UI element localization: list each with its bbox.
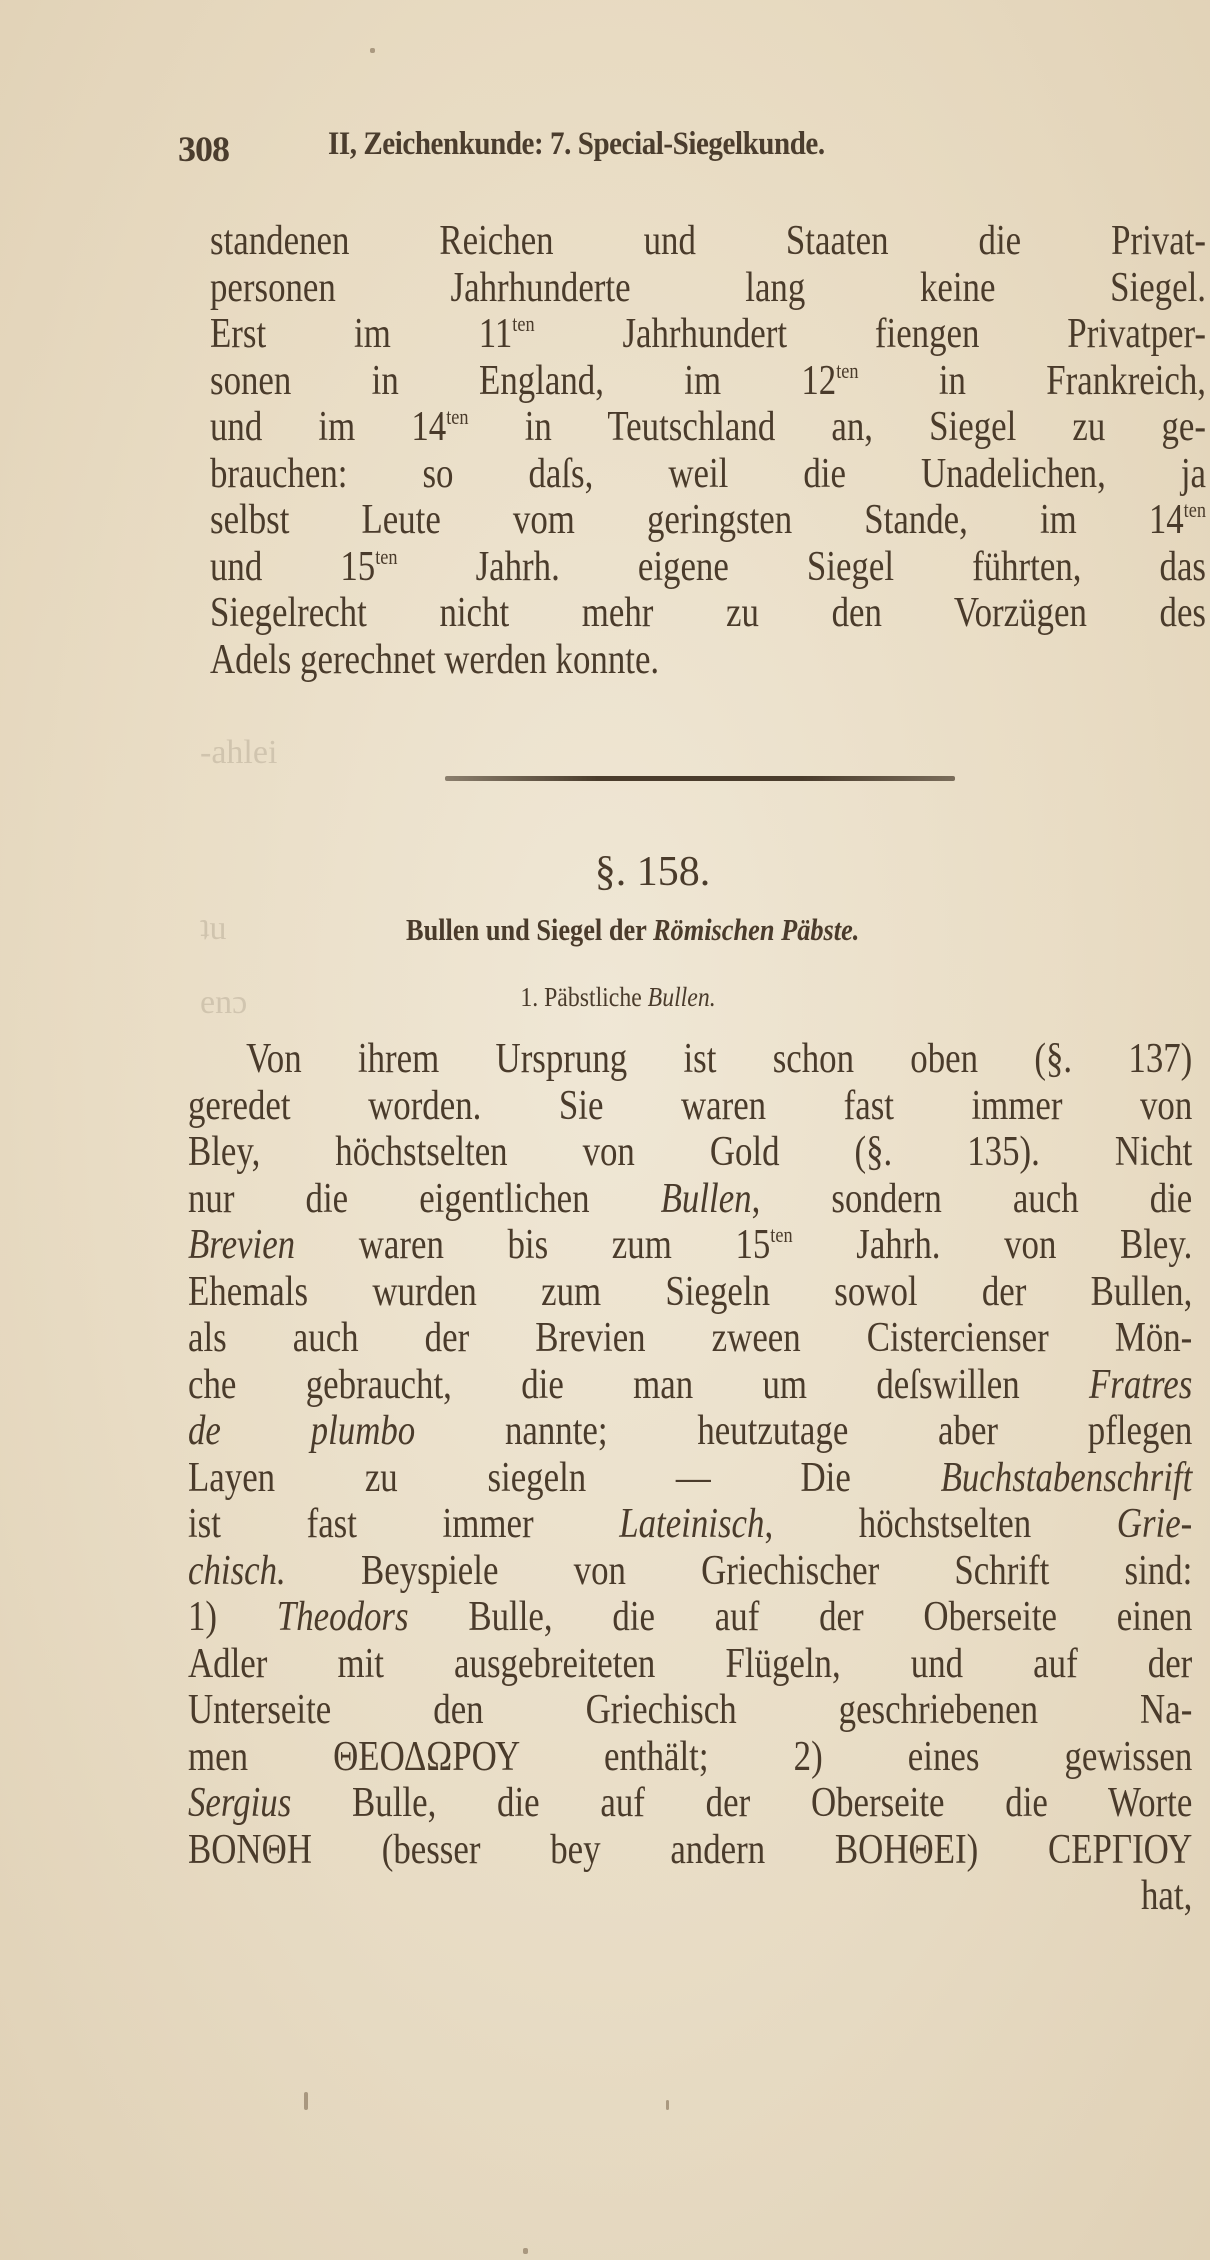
text-line: als auch der Brevien zween Cistercienser Mön- xyxy=(188,1315,1193,1361)
catchword: hat, xyxy=(1140,1873,1193,1919)
text-line: Unterseite den Griechisch geschriebenen Na- xyxy=(188,1687,1193,1733)
running-head-title: II, Zeichenkunde: 7. Special-Siegelkunde. xyxy=(328,126,825,162)
text-line: und im $14^{ten}$ in Teutschland an, Siegel zu ge- xyxy=(210,404,1206,450)
paper-speck xyxy=(666,2100,669,2110)
text-line: Sergius Bulle, die auf der Oberseite die Worte xyxy=(188,1780,1193,1826)
text-line: che gebraucht, die man um deſswillen Fratres xyxy=(188,1361,1193,1408)
text-line: Brevien waren bis zum $15^{ten}$ Jahrh. von Bley. xyxy=(188,1222,1193,1268)
text-line: nur die eigentlichen Bullen, sondern auch die xyxy=(188,1175,1193,1222)
show-through-text: ʇu xyxy=(200,910,227,947)
section-divider xyxy=(445,776,955,781)
text-line: Von ihrem Ursprung ist schon oben (§. 137) xyxy=(246,1036,1193,1082)
text-line: 1) Theodors Bulle, die auf der Oberseite einen xyxy=(188,1594,1193,1640)
text-line: sonen in England, im $12^{ten}$ in Frankreich, xyxy=(210,357,1206,404)
page-number: 308 xyxy=(178,129,229,169)
text-line: selbst Leute vom geringsten Stande, im $14^{ten}$ xyxy=(210,497,1206,543)
section-title: Bullen und Siegel der Römischen Päbste. xyxy=(405,912,860,947)
section-number: §. 158. xyxy=(594,849,711,895)
subsection-title: 1. Päbstliche Bullen. xyxy=(519,982,716,1012)
show-through-text: -ahlei xyxy=(200,734,278,771)
text-line: geredet worden. Sie waren fast immer von xyxy=(188,1082,1193,1129)
running-head xyxy=(178,122,1078,182)
text-line: ΒΟΝΘΗ (besser bey andern ΒΟΗΘΕΙ) CΕΡΓΙΟΥ xyxy=(188,1826,1193,1873)
text-line: Adels gerechnet werden konnte. xyxy=(210,636,660,683)
text-line: Adler mit ausgebreiteten Flügeln, und auf der xyxy=(188,1640,1193,1687)
text-line: Bley, höchstselten von Gold (§. 135). Nicht xyxy=(188,1129,1193,1175)
show-through-text: enɔ xyxy=(200,984,248,1021)
text-line: Layen zu siegeln — Die Buchstabenschrift xyxy=(188,1454,1193,1501)
text-line: brauchen: so daſs, weil die Unadelichen, ja xyxy=(210,450,1206,497)
text-line: personen Jahrhunderte lang keine Siegel. xyxy=(210,264,1206,311)
text-line: ist fast immer Lateinisch, höchstselten Grie- xyxy=(188,1501,1193,1547)
main-paragraph xyxy=(188,1036,1192,1920)
text-line: Ehemals wurden zum Siegeln sowol der Bullen, xyxy=(188,1268,1193,1315)
paper-speck xyxy=(304,2092,308,2110)
text-line: Erst im $11^{ten}$ Jahrhundert fiengen Privatper- xyxy=(210,311,1206,357)
paper-speck xyxy=(523,2248,528,2254)
paper-speck xyxy=(370,48,375,53)
text-line: men ΘΕΟΔΩΡΟΥ enthält; 2) eines gewissen xyxy=(188,1733,1193,1780)
text-line: und $15^{ten}$ Jahrh. eigene Siegel führten, das xyxy=(210,543,1206,590)
text-line: Siegelrecht nicht mehr zu den Vorzügen des xyxy=(210,590,1206,636)
text-line: chisch. Beyspiele von Griechischer Schrift sind: xyxy=(188,1547,1193,1594)
text-line: standenen Reichen und Staaten die Privat- xyxy=(210,218,1206,264)
continued-paragraph xyxy=(210,218,1206,683)
text-line: de plumbo nannte; heutzutage aber pflegen xyxy=(188,1408,1193,1454)
